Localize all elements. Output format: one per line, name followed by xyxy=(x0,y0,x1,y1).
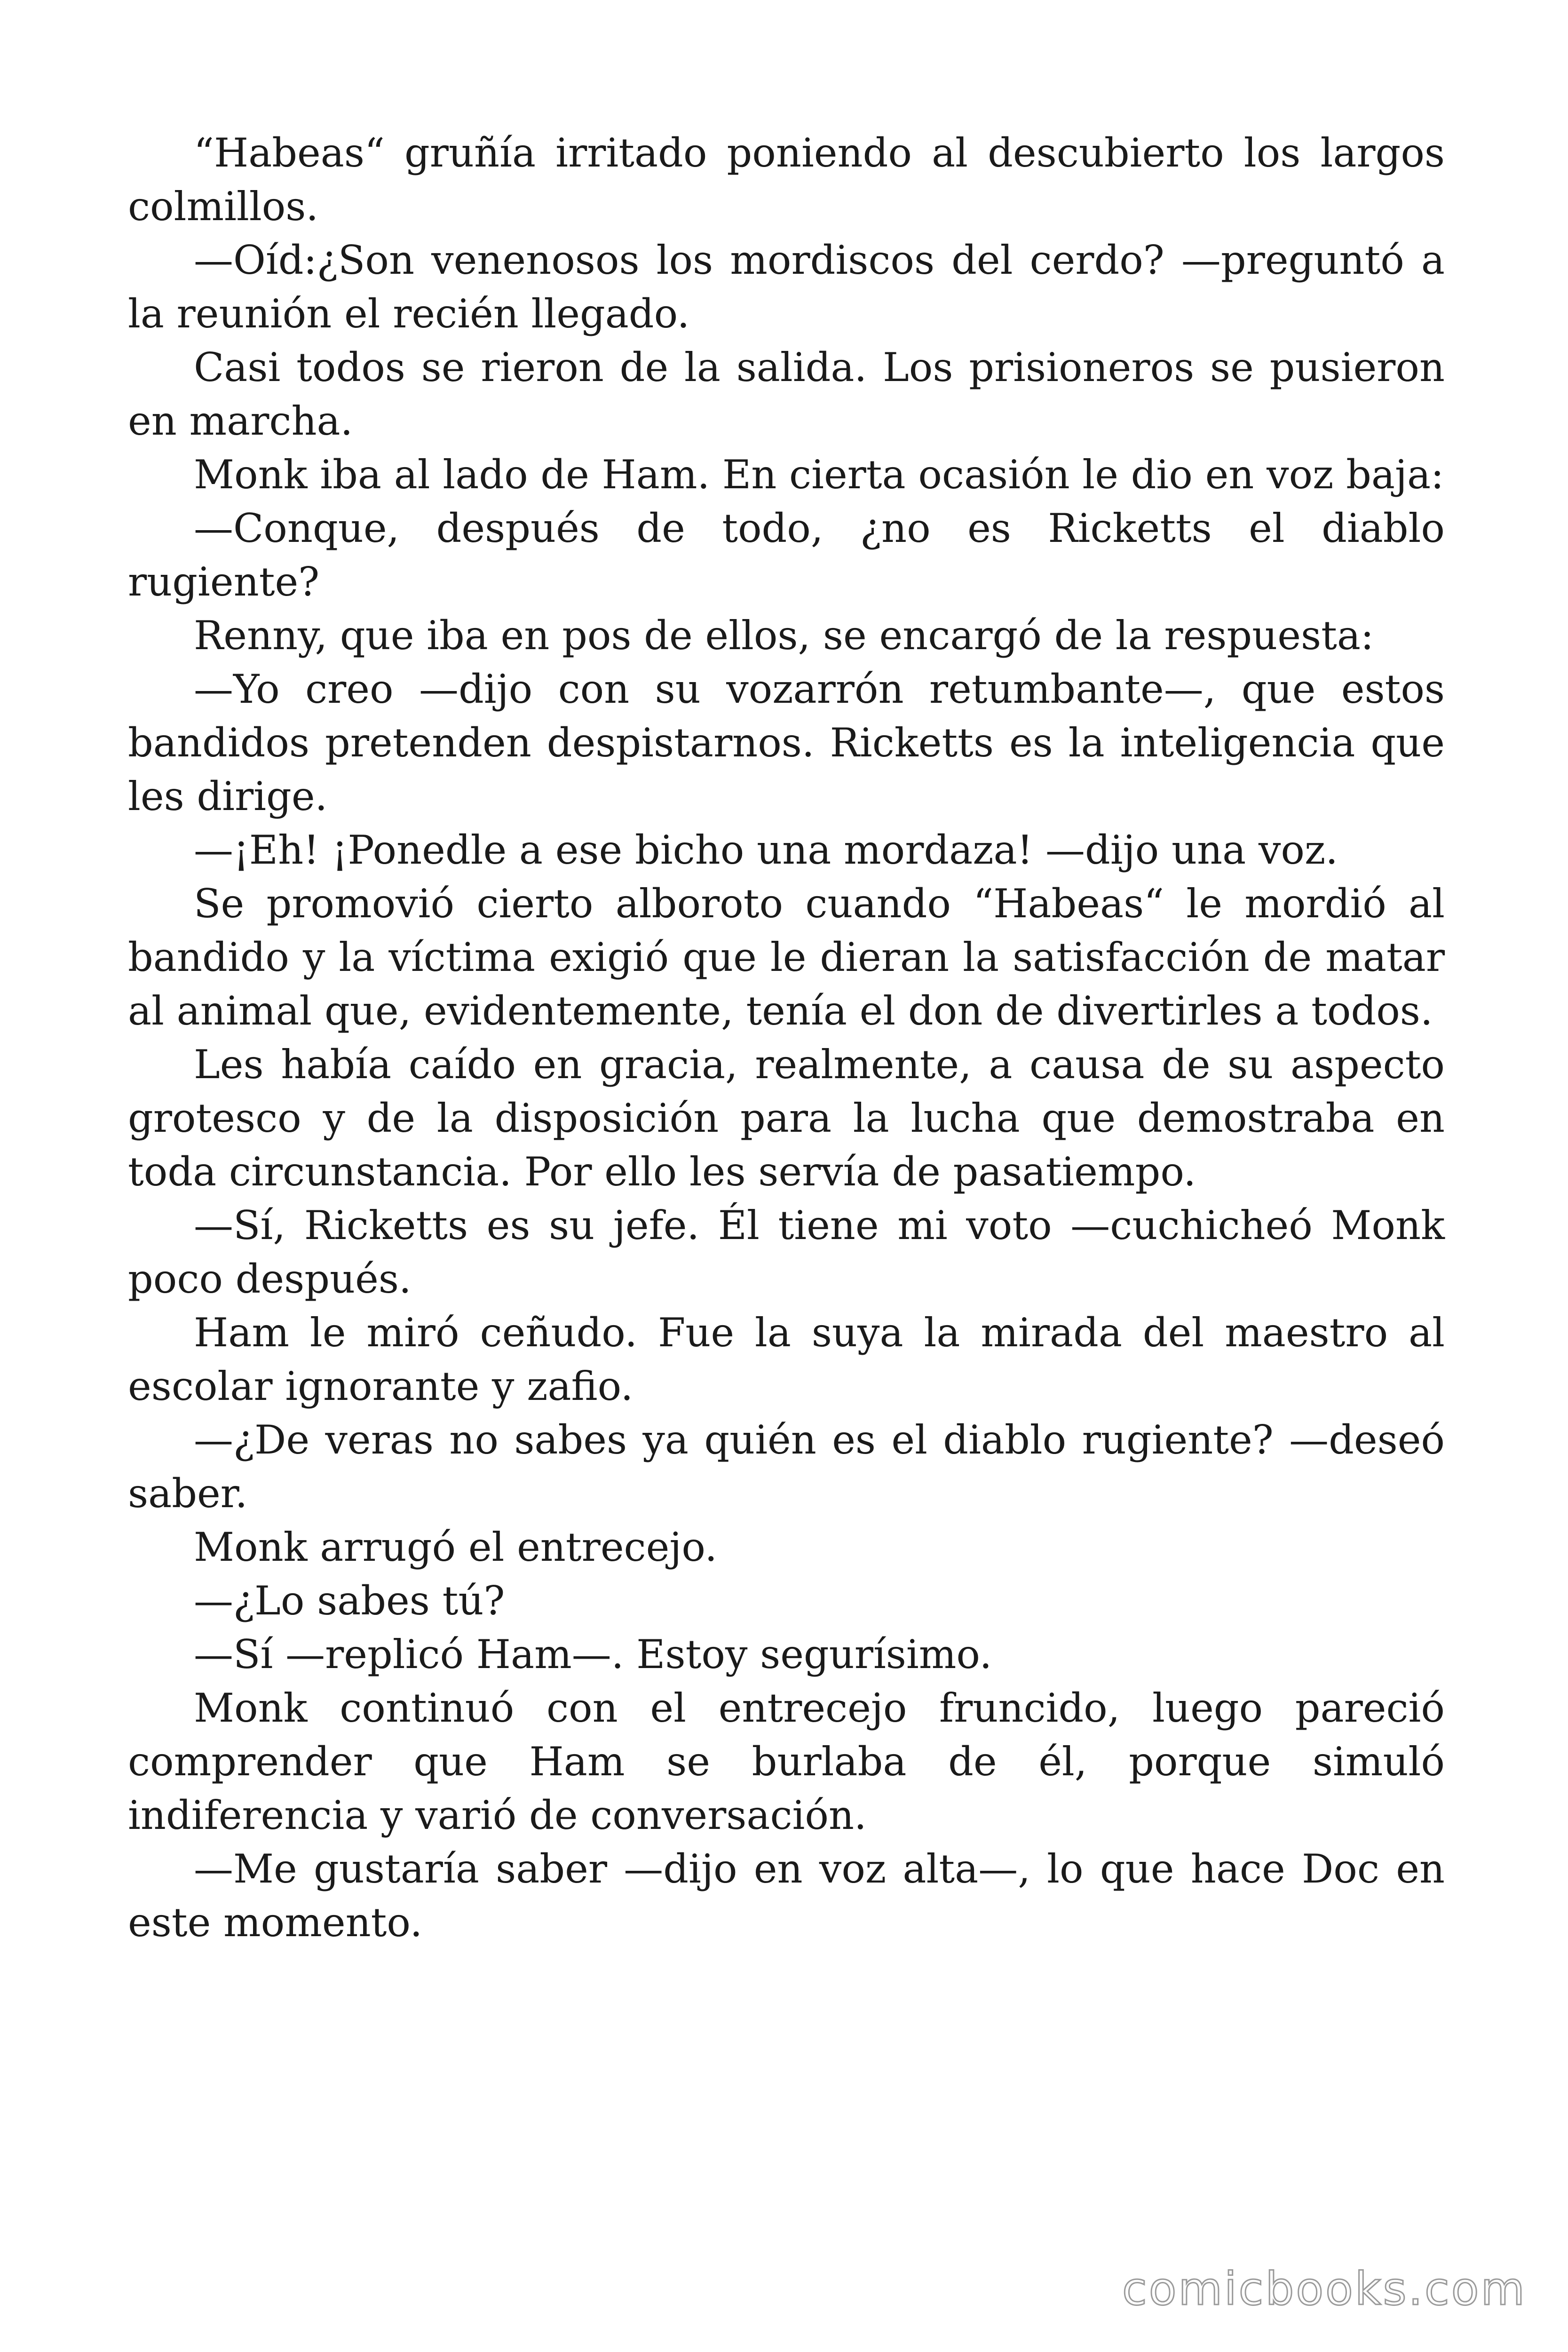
page-body xyxy=(128,126,1445,1949)
paragraph: Ham le miró ceñudo. Fue la suya la mirada del maestro al escolar ignorante y zafio. xyxy=(128,1310,1445,1409)
paragraph: —Yo creo —dijo con su vozarrón retumbante—, que estos bandidos pretenden despistarnos. Ricketts es la inteligencia que les dirige. xyxy=(128,666,1445,819)
paragraph: Monk arrugó el entrecejo. xyxy=(194,1524,718,1570)
paragraph: —¡Eh! ¡Ponedle a ese bicho una mordaza! —dijo una voz. xyxy=(194,827,1338,873)
paragraph: —Me gustaría saber —dijo en voz alta—, lo que hace Doc en este momento. xyxy=(128,1846,1445,1946)
paragraph: Casi todos se rieron de la salida. Los prisioneros se pusieron en marcha. xyxy=(128,344,1445,444)
paragraph: Les había caído en gracia, realmente, a causa de su aspecto grotesco y de la disposición para la lucha que demostraba en toda circunstancia. Por ello les servía de pasatiempo. xyxy=(128,1041,1445,1195)
paragraph: Renny, que iba en pos de ellos, se encargó de la respuesta: xyxy=(194,612,1374,659)
paragraph: —Conque, después de todo, ¿no es Ricketts el diablo rugiente? xyxy=(128,505,1445,605)
paragraph: —¿De veras no sabes ya quién es el diablo rugiente? —deseó saber. xyxy=(128,1417,1445,1517)
paragraph: Monk iba al lado de Ham. En cierta ocasión le dio en voz baja: xyxy=(194,452,1444,498)
paragraph: —¿Lo sabes tú? xyxy=(194,1578,505,1624)
paragraph: “Habeas“ gruñía irritado poniendo al descubierto los largos colmillos. xyxy=(128,130,1445,230)
paragraph: —Sí, Ricketts es su jefe. Él tiene mi voto —cuchicheó Monk poco después. xyxy=(128,1202,1445,1302)
paragraph: Monk continuó con el entrecejo fruncido, luego pareció comprender que Ham se burlaba de él, porque simuló indiferencia y varió de conversación. xyxy=(128,1685,1445,1838)
paragraph: —Sí —replicó Ham—. Estoy segurísimo. xyxy=(194,1631,992,1677)
watermark-logo: comicbooks.com xyxy=(1122,2263,1527,2315)
paragraph: Se promovió cierto alboroto cuando “Habeas“ le mordió al bandido y la víctima exigió que le dieran la satisfacción de matar al animal que, evidentemente, tenía el don de divertirles a todos. xyxy=(128,881,1445,1034)
paragraph: —Oíd:¿Son venenosos los mordiscos del cerdo? —preguntó a la reunión el recién llegado. xyxy=(128,237,1445,337)
